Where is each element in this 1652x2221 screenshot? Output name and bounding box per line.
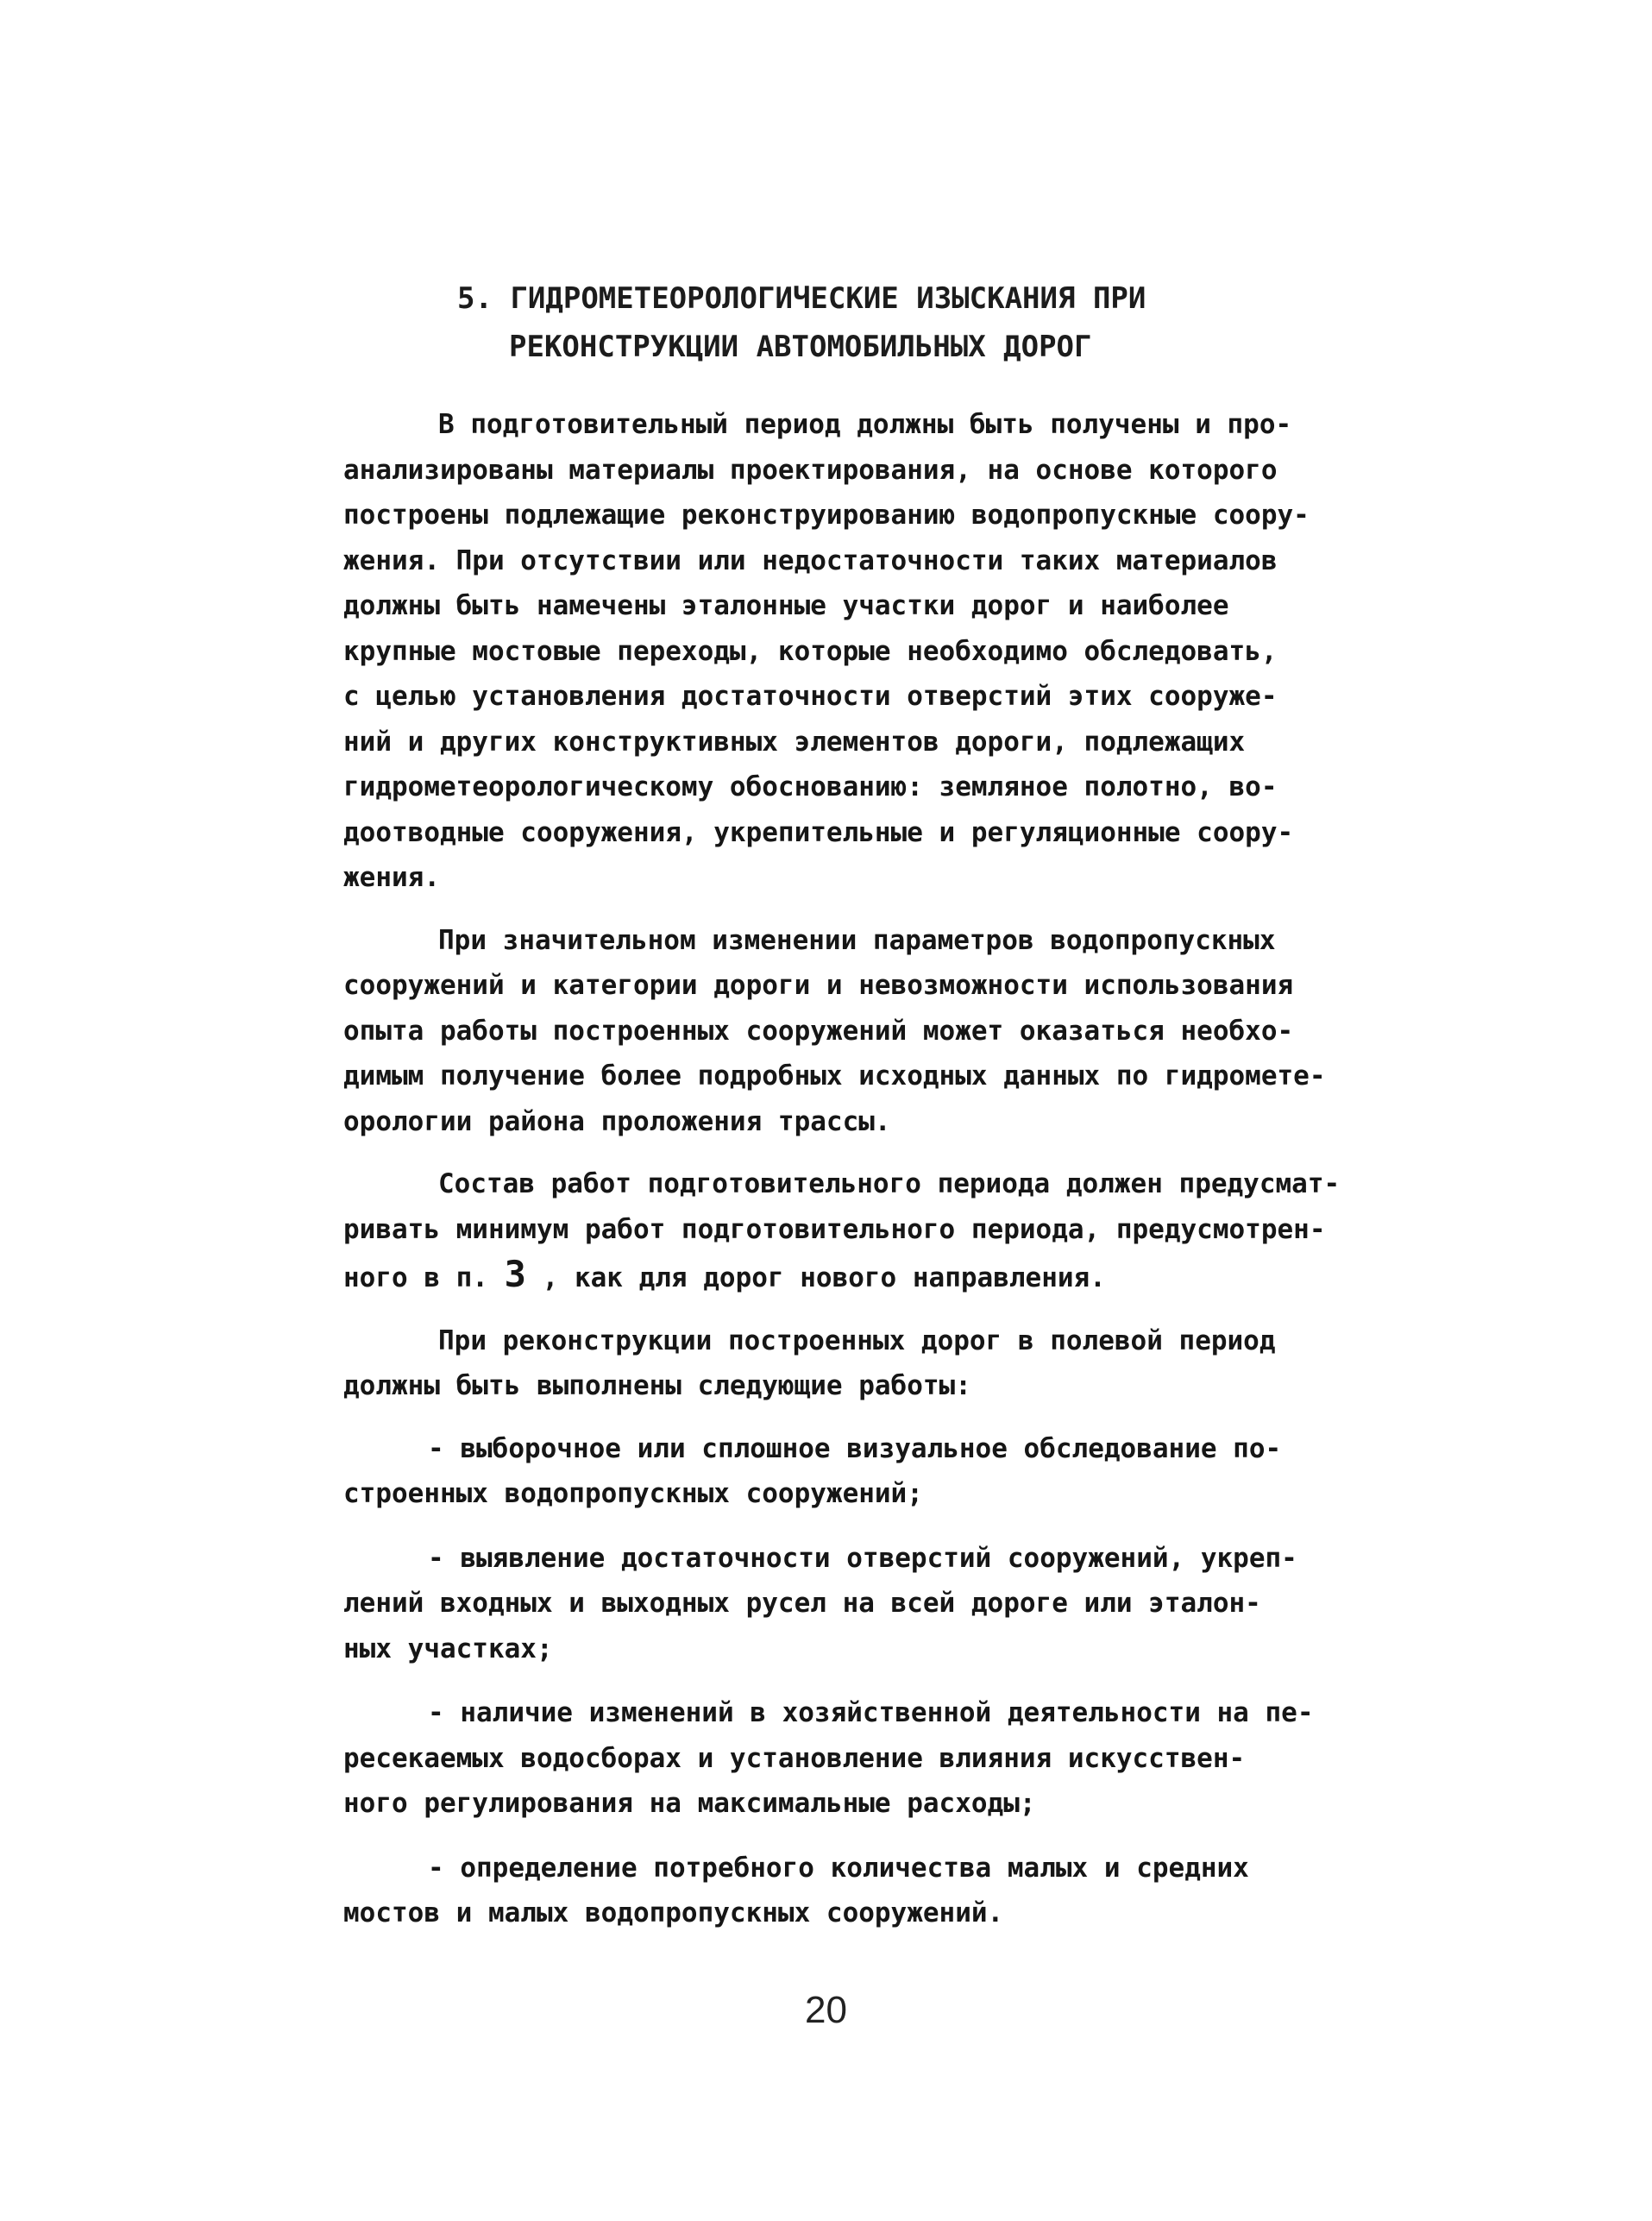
text-line: доотводные сооружения, укрепительные и регуляционные соору- [343,816,1294,848]
paragraph [343,1161,1456,1301]
text-line: крупные мостовые переходы, которые необходимо обследовать, [343,635,1278,667]
text-line [343,1252,1456,1301]
text-line: жения. [343,862,440,893]
section-heading [457,274,1320,371]
list-item [343,1846,1456,1936]
text-line: строенных водопропускных сооружений; [343,1478,923,1509]
list-item [343,1536,1456,1672]
section-title-line-1: ГИДРОМЕТЕОРОЛОГИЧЕСКИЕ ИЗЫСКАНИЯ ПРИ [510,281,1146,316]
text-line: - выявление достаточности отверстий сооружений, укреп- [428,1542,1297,1574]
text-line: В подготовительный период должны быть получены и про- [438,409,1292,440]
paragraph [343,918,1456,1145]
text-line: При реконструкции построенных дорог в полевой период [438,1324,1276,1356]
body-text [343,402,1456,1955]
text-line: ний и других конструктивных элементов дороги, подлежащих [343,726,1246,758]
text-line: построены подлежащие реконструированию водопропускные соору- [343,500,1310,531]
text-line: жения. При отсутствии или недостаточности таких материалов [343,544,1278,576]
section-reference: 3 [504,1253,526,1295]
paragraph [343,1318,1456,1409]
page-number: 20 [805,1989,847,2031]
text-line: ных участках; [343,1633,553,1664]
text-line: анализированы материалы проектирования, на основе которого [343,454,1278,486]
text-line: должны быть выполнены следующие работы: [343,1370,971,1401]
text-line: Состав работ подготовительного периода должен предусмат- [438,1168,1341,1199]
list-item [343,1426,1456,1517]
text-line: гидрометеорологическому обоснованию: земляное полотно, во- [343,771,1278,802]
reference-prefix: ного в п. [343,1262,488,1293]
text-line: ривать минимум работ подготовительного периода, предусмотрен- [343,1213,1326,1245]
text-line: опыта работы построенных сооружений может оказаться необхо- [343,1015,1294,1047]
reference-suffix: , как для дорог нового направления. [542,1262,1106,1293]
text-line: - выборочное или сплошное визуальное обследование по- [428,1432,1282,1464]
text-line: орологии района проложения трассы. [343,1105,891,1137]
list-item [343,1690,1456,1827]
text-line: ресекаемых водосборах и установление влияния искусствен- [343,1742,1246,1774]
text-line: лений входных и выходных русел на всей дороге или эталон- [343,1588,1261,1619]
text-line: - определение потребного количества малых и средних [428,1852,1249,1884]
text-line: При значительном изменении параметров водопропускных [438,924,1276,956]
text-line: сооружений и категории дороги и невозможности использования [343,970,1294,1001]
text-line: - наличие изменений в хозяйственной деятельности на пе- [428,1697,1314,1728]
paragraph [343,402,1456,901]
text-line: димым получение более подробных исходных данных по гидромете- [343,1060,1326,1092]
text-line: с целью установления достаточности отверстий этих сооруже- [343,681,1278,712]
section-title-line-2: РЕКОНСТРУКЦИИ АВТОМОБИЛЬНЫХ ДОРОГ [509,330,1092,364]
text-line: мостов и малых водопропускных сооружений. [343,1897,1004,1928]
text-line: ного регулирования на максимальные расходы; [343,1788,1036,1819]
text-line: должны быть намечены эталонные участки дорог и наиболее [343,590,1229,621]
section-number: 5. [457,281,493,316]
